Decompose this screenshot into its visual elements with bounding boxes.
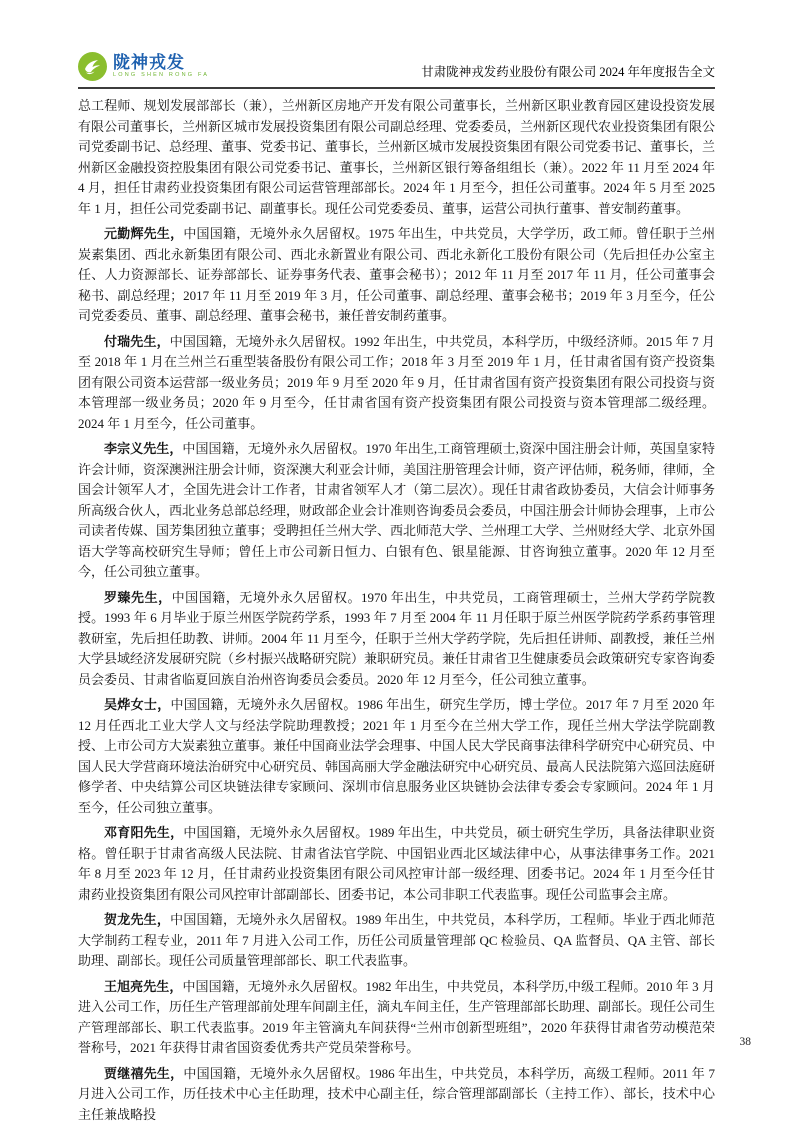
person-name: 贾继禧先生， [104, 1065, 184, 1081]
person-name: 吴烨女士， [104, 697, 171, 712]
bio-paragraphs-container [78, 96, 715, 1122]
bio-text: 中国国籍，无境外永久居留权。1975 年出生，中共党员，大学学历，政工师。曾任职于兰州炭素集团、西北永新集团有限公司、西北永新置业有限公司、西北永新化工股份有限公司（先后担任办公室主任、人力资源部长、证券部部长、证券事务代表、董事会秘书）；2012 年 11 月至 2017 年 11 月，任公司董事会秘书、副总经理；2017 年 11 月至 2019 年 3 月，任公司董事、副总经理、董事会秘书；2019 年 3 月至今，任公司党委委员、董事、副总经理、董事会秘书，兼任普安制药董事。 [78, 226, 715, 323]
bio-paragraph [78, 910, 715, 972]
bio-paragraph [78, 695, 715, 818]
bio-paragraph [78, 823, 715, 905]
bio-paragraph [78, 588, 715, 691]
bio-text: 中国国籍，无境外永久居留权。1970 年出生，中共党员，工商管理硕士，兰州大学药学院教授。1993 年 6 月毕业于原兰州医学院药学系，1993 年 7 月至 2004 年 11 月任职于原兰州医学院药学系药事管理教研室，先后担任助教、讲师。2004 年 11 月至今，任职于兰州大学药学院，先后担任讲师、副教授，兼任兰州大学县域经济发展研究院（乡村振兴战略研究院）兼职研究员。兼任甘肃省卫生健康委员会政策研究专家咨询委员会委员、甘肃省临夏回族自治州咨询委员会委员。2020 年 12 月至今，任公司独立董事。 [78, 589, 716, 687]
logo-text-group [113, 54, 209, 79]
bio-text: 中国国籍，无境外永久居留权。1989 年出生，中共党员，硕士研究生学历，具备法律职业资格。曾任职于甘肃省高级人民法院、甘肃省法官学院、中国铝业西北区域法律中心，从事法律事务工作。2021 年 8 月至 2023 年 12 月，任甘肃药业投资集团有限公司风控审计部一级经理、团委书记。2024 年 1 月至今任甘肃药业投资集团有限公司风控审计部副部长、团委书记，本公司非职工代表监事。现任公司监事会主席。 [78, 825, 715, 902]
bio-paragraph [78, 332, 715, 435]
bio-text: 中国国籍，无境外永久居留权。1986 年出生，中共党员，本科学历，高级工程师。2011 年 7 月进入公司工作，历任技术中心主任助理，技术中心副主任，综合管理部副部长（主持工作）、部长，技术中心主任兼战略投 [78, 1065, 715, 1122]
bio-paragraph [78, 224, 715, 327]
bio-paragraph [78, 439, 715, 583]
logo-english-name: LONG SHEN RONG FA [113, 72, 210, 79]
person-name: 付瑞先生， [104, 333, 170, 349]
logo-chinese-name: 陇神戎发 [113, 53, 185, 73]
page-header [78, 40, 715, 89]
person-name: 罗臻先生， [104, 589, 172, 605]
bio-text: 中国国籍，无境外永久居留权。1970 年出生,工商管理硕士,资深中国注册会计师，英国皇家特许会计师，资深澳洲注册会计师，资深澳大利亚会计师，美国注册管理会计师，资产评估师，税务师，律师，全国会计领军人才，全国先进会计工作者，甘肃省领军人才（第二层次）。现任甘肃省政协委员，大信会计师事务所高级合伙人，西北业务总部总经理，财政部企业会计准则咨询委员会委员，中国注册会计师协会理事，上市公司读者传媒、国芳集团独立董事；受聘担任兰州大学、西北师范大学、兰州理工大学、兰州财经大学、北京外国语大学等高校研究生导师；曾任上市公司新日恒力、白银有色、银星能源、甘咨询独立董事。2020 年 12 月至今，任公司独立董事。 [78, 441, 716, 579]
bio-text: 中国国籍，无境外永久居留权。1982 年出生，中共党员，本科学历,中级工程师。2010 年 3 月进入公司工作，历任生产管理部前处理车间副主任，滴丸车间主任，生产管理部部长助理、副部长。现任公司生产管理部部长、职工代表监事。2019 年主管滴丸车间获得“兰州市创新型班组”，2020 年获得甘肃省劳动模范荣誉称号，2021 年获得甘肃省国资委优秀共产党员荣誉称号。 [78, 978, 716, 1055]
person-name: 李宗义先生， [104, 441, 183, 456]
company-logo [78, 52, 209, 81]
bio-paragraph [78, 977, 715, 1059]
person-name: 王旭亮先生， [104, 978, 183, 994]
person-name: 贺龙先生， [104, 912, 171, 927]
report-title: 甘肃陇神戎发药业股份有限公司 2024 年年度报告全文 [421, 65, 715, 79]
bio-text: 中国国籍，无境外永久居留权。1986 年出生，研究生学历，博士学位。2017 年 7 月至 2020 年 12 月任西北工业大学人文与经法学院助理教授；2021 年 1 月至今在兰州大学工作，现任兰州大学法学院副教授、上市公司方大炭素独立董事。兼任中国商业法学会理事、中国人民大学民商事法律科学研究中心研究员、中国人民大学营商环境法治研究中心研究员、韩国高丽大学金融法研究中心研究员、最高人民法院第六巡回法庭研修学者、中央结算公司区块链法律专家顾问、深圳市信息服务业区块链协会法律专委会专家顾问。2024 年 1 月至今，任公司独立董事。 [78, 697, 716, 815]
person-name: 邓育阳先生， [104, 825, 184, 840]
bio-text: 中国国籍，无境外永久居留权。1992 年出生，中共党员，本科学历，中级经济师。2015 年 7 月至 2018 年 1 月在兰州兰石重型装备股份有限公司工作；2018 年 3 月至 2019 年 1 月，任甘肃省国有资产投资集团有限公司资本运营部一级业务员；2019 年 9 月至 2020 年 9 月，任甘肃省国有资产投资集团有限公司投资与资本管理部一级业务员；2020 年 9 月至今，任甘肃省国有资产投资集团有限公司投资与资本管理部二级经理。2024 年 1 月至今，任公司董事。 [78, 333, 715, 431]
person-name: 元勤辉先生， [104, 226, 184, 241]
logo-bird-icon [78, 52, 107, 81]
bio-paragraph [78, 1064, 715, 1122]
page-number: 38 [739, 1036, 751, 1048]
bio-text: 中国国籍，无境外永久居留权。1989 年出生，中共党员，本科学历，工程师。毕业于西北师范大学制药工程专业，2011 年 7 月进入公司工作，历任公司质量管理部 QC 检验员、QA 监督员、QA 主管、部长助理、副部长。现任公司质量管理部部长、职工代表监事。 [78, 912, 715, 968]
bio-text: 总工程师、规划发展部部长（兼），兰州新区房地产开发有限公司董事长，兰州新区职业教育园区建设投资发展有限公司董事长，兰州新区城市发展投资集团有限公司副总经理、党委委员，兰州新区现代农业投资集团有限公司党委副书记、总经理、董事、党委书记、董事长，兰州新区城市发展投资集团有限公司党委书记、董事长，兰州新区金融投资控股集团有限公司党委书记、董事长，兰州新区银行筹备组组长（兼）。2022 年 11 月至 2024 年 4 月，担任甘肃药业投资集团有限公司运营管理部部长。2024 年 1 月至今，担任公司董事。2024 年 5 月至 2025 年 1 月，担任公司党委副书记、副董事长。现任公司党委委员、董事，运营公司执行董事、普安制药董事。 [78, 98, 716, 216]
bio-paragraph [78, 96, 715, 219]
